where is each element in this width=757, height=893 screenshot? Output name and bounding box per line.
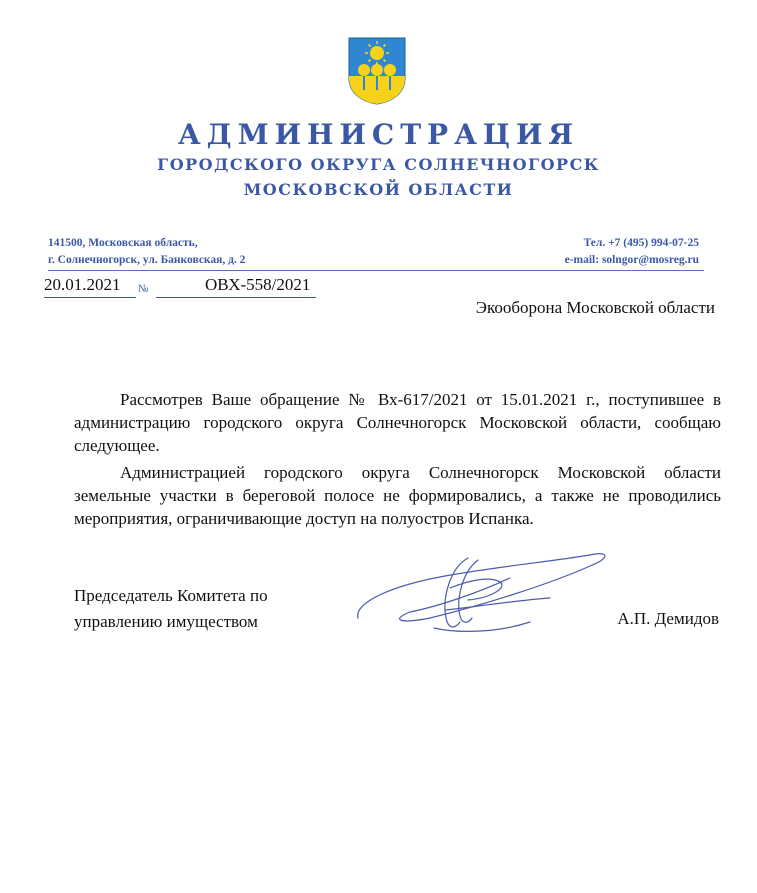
reference-date: 20.01.2021: [44, 275, 121, 294]
signatory-title-line2: управлению имуществом: [74, 612, 258, 631]
signatory-name: А.П. Демидов: [617, 609, 719, 628]
coat-of-arms-icon: [347, 36, 407, 106]
signatory-title: [74, 583, 268, 635]
reference-number: ОВХ-558/2021: [205, 275, 311, 294]
address-line2: г. Солнечногорск, ул. Банковская, д. 2: [48, 254, 246, 266]
reference-number-label: №: [138, 283, 149, 295]
address-block: [48, 235, 245, 269]
contact-block: [565, 235, 699, 269]
reference-date-underline: [44, 297, 136, 298]
signature-icon: [350, 548, 612, 648]
header-title: АДМИНИСТРАЦИЯ: [177, 118, 580, 151]
body-paragraph-2: Администрацией городского округа Солнечногорск Московской области земельные участки в береговой полосе не формировались, а также не проводились мероприятия, ограничивающие доступ на полуостров Испанка.: [74, 463, 721, 528]
address-line1: 141500, Московская область,: [48, 237, 198, 249]
header-subtitle-line1: ГОРОДСКОГО ОКРУГА СОЛНЕЧНОГОРСК: [157, 155, 600, 174]
contact-email: e-mail: solngor@mosreg.ru: [564, 254, 699, 266]
signatory-title-line1: Председатель Комитета по: [74, 586, 268, 605]
recipient: Экооборона Московской области: [475, 298, 715, 317]
body-paragraph-1: Рассмотрев Ваше обращение № Вх-617/2021 от 15.01.2021 г., поступившее в администрацию городского округа Солнечногорск Московской области, сообщаю следующее.: [74, 390, 721, 455]
header-subtitle-line2: МОСКОВСКОЙ ОБЛАСТИ: [243, 180, 514, 199]
reference-number-underline: [156, 297, 316, 298]
header-divider: [48, 270, 704, 271]
contact-phone: Тел. +7 (495) 994-07-25: [583, 237, 699, 249]
